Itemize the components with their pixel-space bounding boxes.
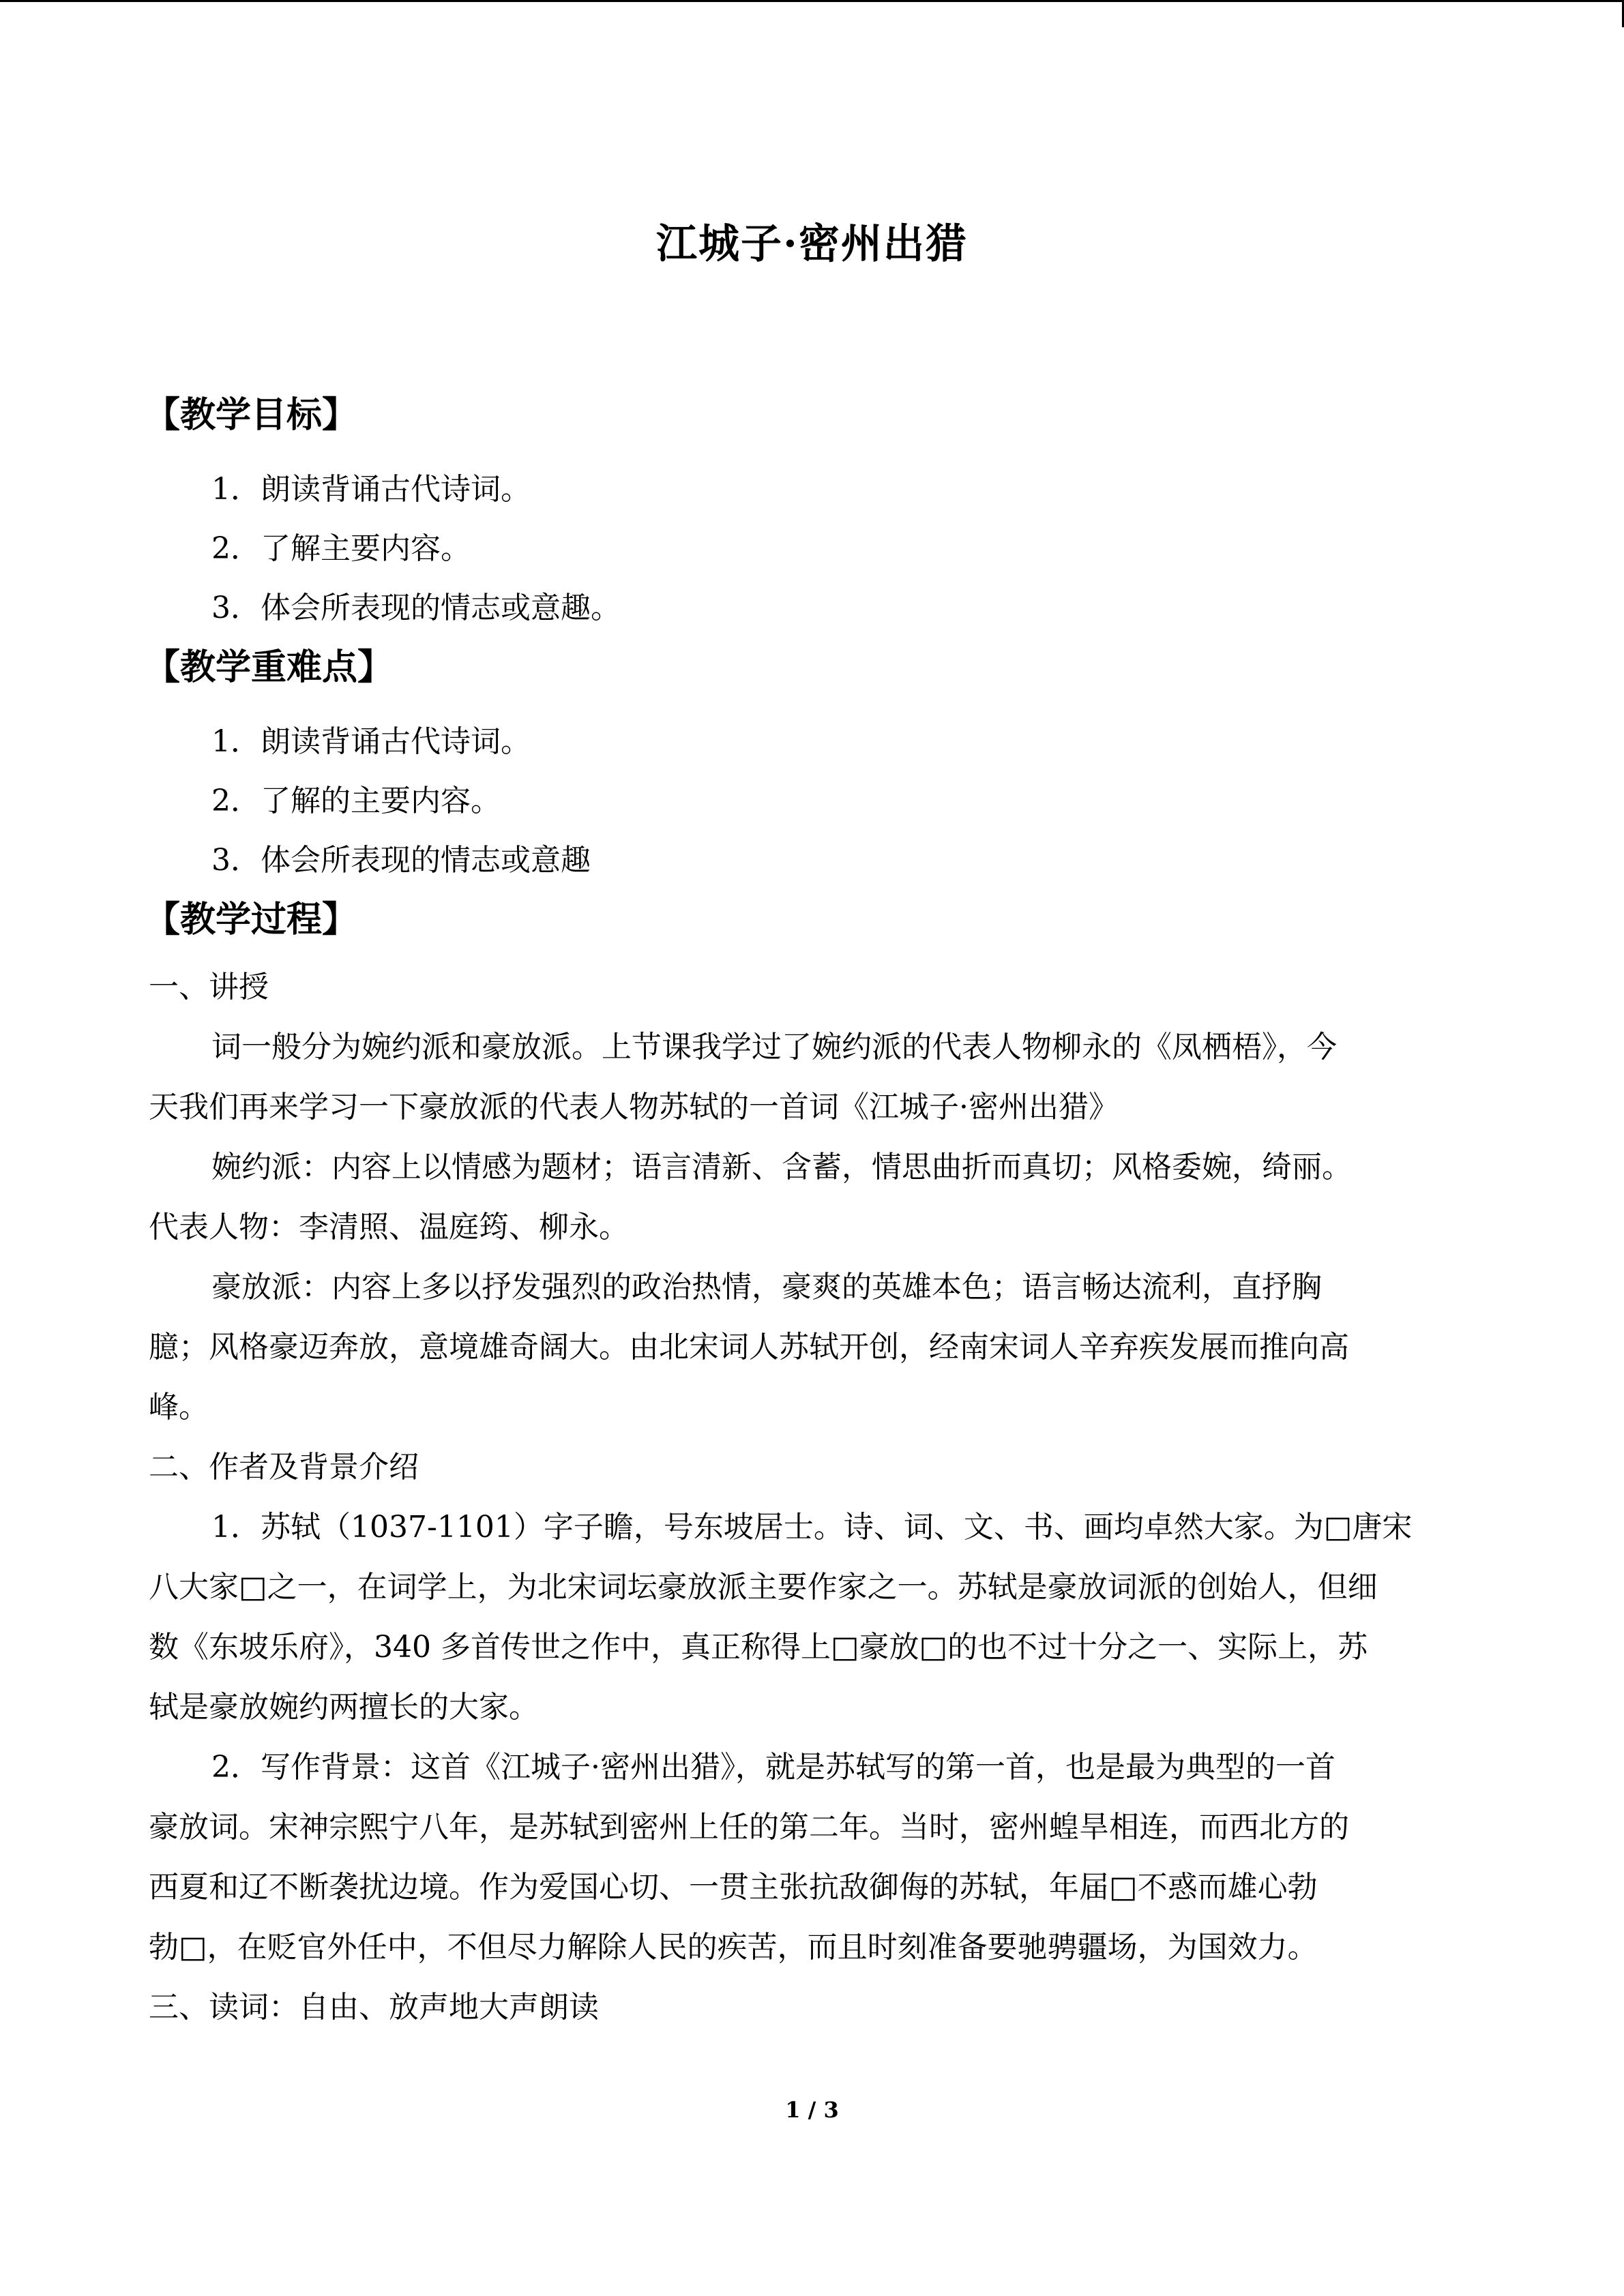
paragraph-line: 峰。 (149, 1390, 209, 1425)
paragraph-line: 西夏和辽不断袭扰边境。作为爱国心切、一贯主张抗敌御侮的苏轼，年届□不惑而雄心勃 (149, 1870, 1318, 1905)
paragraph-wanyue (149, 1137, 1475, 1257)
paragraph-line: 豪放词。宋神宗熙宁八年，是苏轼到密州上任的第二年。当时，密州蝗旱相连，而西北方的 (149, 1810, 1349, 1845)
section-heading-key-points: 【教学重难点】 (145, 646, 394, 688)
paragraph-line: 数《东坡乐府》，340 多首传世之作中，真正称得上□豪放□的也不过十分之一、实际上，苏 (149, 1630, 1368, 1665)
paragraph-line: 婉约派：内容上以情感为题材；语言清新、含蓄，情思曲折而真切；风格委婉，绮丽。 (211, 1150, 1352, 1184)
paragraph-line: 臆；风格豪迈奔放，意境雄奇阔大。由北宋词人苏轼开创，经南宋词人辛弃疾发展而推向高 (149, 1330, 1349, 1365)
page-top-border (0, 0, 1624, 2)
paragraph-background (149, 1738, 1475, 1978)
paragraph-haofang (149, 1257, 1475, 1437)
objective-item: 3．体会所表现的情志或意趣。 (211, 591, 621, 625)
paragraph-line: 1．苏轼（1037-1101）字子瞻，号东坡居士。诗、词、文、书、画均卓然大家。为□唐宋 (211, 1510, 1413, 1545)
paragraph-line: 天我们再来学习一下豪放派的代表人物苏轼的一首词《江城子·密州出猎》 (149, 1090, 1119, 1124)
paragraph-line: 代表人物：李清照、温庭筠、柳永。 (149, 1210, 629, 1244)
section-heading-objectives: 【教学目标】 (145, 394, 358, 436)
document-body (145, 385, 1475, 2038)
objective-item: 2．了解主要内容。 (211, 531, 471, 566)
page-title: 江城子·密州出猎 (656, 220, 968, 268)
part3-heading: 三、读词：自由、放声地大声朗读 (149, 1990, 599, 2025)
objective-item: 1．朗读背诵古代诗词。 (211, 472, 531, 507)
key-point-item: 3．体会所表现的情志或意趣 (211, 843, 591, 878)
part2-heading: 二、作者及背景介绍 (149, 1450, 419, 1485)
part1-heading: 一、讲授 (149, 970, 269, 1004)
section-heading-process: 【教学过程】 (145, 899, 358, 940)
page-number: 1 / 3 (785, 2097, 839, 2123)
paragraph-line: 词一般分为婉约派和豪放派。上节课我学过了婉约派的代表人物柳永的《凤栖梧》，今 (211, 1030, 1337, 1064)
paragraph-line: 2．写作背景：这首《江城子·密州出猎》，就是苏轼写的第一首，也是最为典型的一首 (211, 1750, 1335, 1785)
paragraph-line: 豪放派：内容上多以抒发强烈的政治热情，豪爽的英雄本色；语言畅达流利，直抒胸 (211, 1270, 1322, 1304)
paragraph-line: 八大家□之一，在词学上，为北宋词坛豪放派主要作家之一。苏轼是豪放词派的创始人，但细 (149, 1570, 1378, 1605)
paragraph-author (149, 1497, 1475, 1738)
key-point-item: 2．了解的主要内容。 (211, 784, 501, 818)
paragraph-intro (149, 1017, 1475, 1137)
paragraph-line: 轼是豪放婉约两擅长的大家。 (149, 1690, 539, 1725)
paragraph-line: 勃□，在贬官外任中，不但尽力解除人民的疾苦，而且时刻准备要驰骋疆场，为国效力。 (149, 1930, 1318, 1965)
key-point-item: 1．朗读背诵古代诗词。 (211, 724, 531, 759)
